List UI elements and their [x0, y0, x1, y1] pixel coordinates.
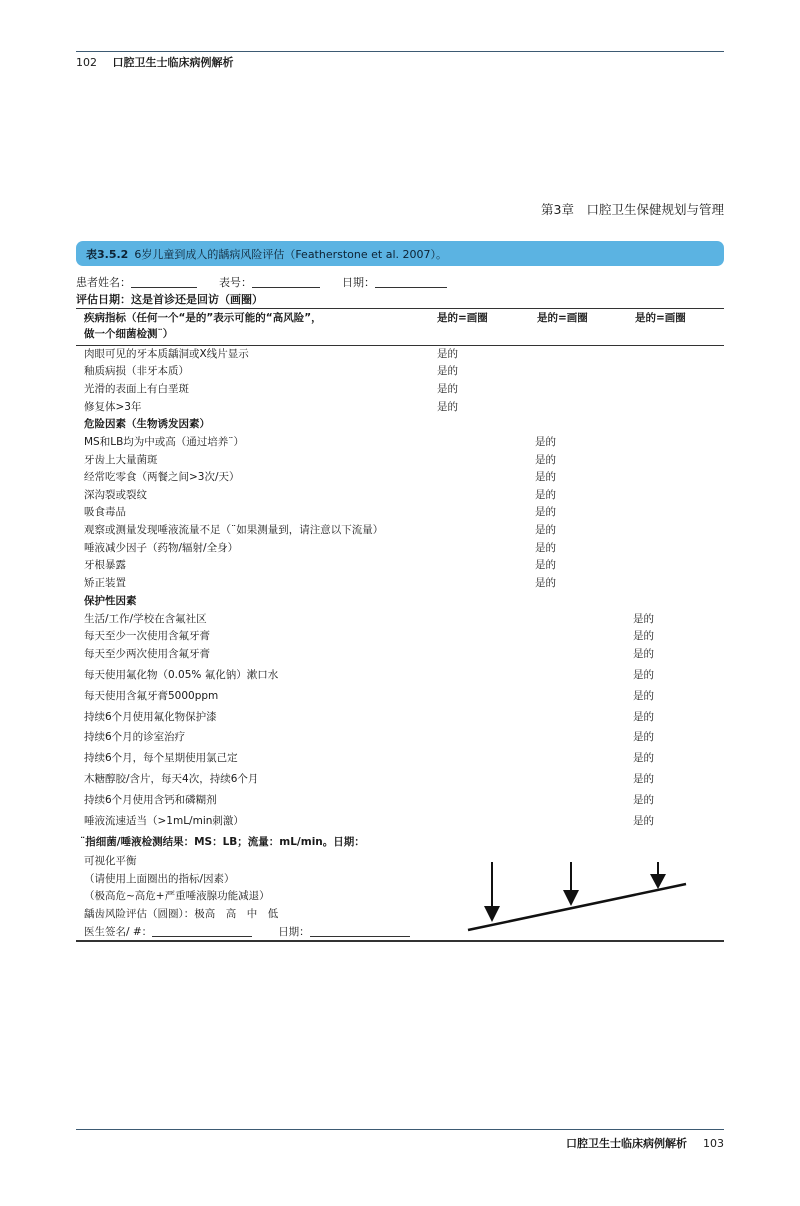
doctor-signature-line	[84, 924, 410, 939]
balance-title: 可视化平衡	[84, 855, 137, 867]
evaluation-date-line: 评估日期：这是首诊还是回访（画圈）	[76, 293, 263, 306]
table-label: 表3.5.2	[86, 248, 129, 261]
patient-name-blank	[131, 275, 197, 288]
footer-rule	[76, 1129, 724, 1130]
disease-item: 修复体>3年	[84, 401, 142, 413]
column-header-line2: 做一个细菌检测¨）	[84, 328, 174, 340]
risk-item: 牙齿上大量菌斑	[84, 454, 158, 466]
protective-item: 每天至少两次使用含氟牙膏	[84, 648, 210, 660]
date-label: 日期：	[342, 276, 375, 289]
page-number-left: 102	[76, 56, 97, 69]
risk-item: MS和LB均为中或高（通过培养¨）	[84, 436, 245, 448]
running-header	[76, 54, 234, 70]
running-book-title: 口腔卫生士临床病例解析	[112, 56, 234, 69]
risk-item: 矫正装置	[84, 577, 126, 589]
disease-item: 肉眼可见的牙本质龋洞或X线片显示	[84, 348, 249, 360]
table-caption-text: 6岁儿童到成人的龋病风险评估（Featherstone et al. 2007）。	[134, 248, 448, 261]
disease-item: 釉质病损（非牙本质）	[84, 365, 189, 377]
yes-mark: 是的	[437, 348, 458, 360]
arrow-right-head	[650, 874, 666, 889]
protective-item: 唾液流速适当（>1mL/min刺激）	[84, 815, 244, 827]
protective-item: 持续6个月使用含钙和磷糊剂	[84, 794, 217, 806]
yes-mark: 是的	[633, 752, 654, 764]
page-number-right: 103	[703, 1137, 724, 1150]
footer-book-title: 口腔卫生士临床病例解析	[566, 1137, 687, 1150]
column-header-disease: 是的=画圈	[437, 312, 488, 324]
risk-assessment-line: 龋齿风险评估（圆圈）：极高 高 中 低	[84, 908, 279, 920]
yes-mark: 是的	[535, 577, 556, 589]
risk-item: 吸食毒品	[84, 506, 126, 518]
header-rule	[76, 51, 724, 52]
table-top-rule	[76, 308, 724, 309]
patient-name-label: 患者姓名：	[76, 276, 131, 289]
arrow-middle-head	[563, 890, 579, 906]
balance-instruction: （请使用上面圈出的指标/因素）	[84, 873, 235, 885]
yes-mark: 是的	[535, 542, 556, 554]
yes-mark: 是的	[535, 506, 556, 518]
signature-date-label: 日期：	[278, 926, 310, 938]
table-header-rule	[76, 345, 724, 346]
yes-mark: 是的	[437, 365, 458, 377]
doctor-signature-label: 医生签名/ #：	[84, 926, 153, 938]
yes-mark: 是的	[535, 559, 556, 571]
risk-section-title: 危险因素（生物诱发因素）	[84, 418, 210, 430]
protective-item: 每天使用含氟牙膏5000ppm	[84, 690, 219, 702]
yes-mark: 是的	[633, 815, 654, 827]
protective-section-title: 保护性因素	[84, 595, 137, 607]
risk-item: 牙根暴露	[84, 559, 126, 571]
protective-item: 生活/工作/学校在含氟社区	[84, 613, 207, 625]
patient-info-line	[76, 274, 447, 290]
yes-mark: 是的	[437, 401, 458, 413]
signature-date-blank	[310, 924, 410, 937]
table-bottom-rule	[76, 940, 724, 942]
yes-mark: 是的	[633, 794, 654, 806]
form-number-label: 表号：	[219, 276, 252, 289]
yes-mark: 是的	[633, 630, 654, 642]
protective-item: 持续6个月，每个星期使用氯己定	[84, 752, 238, 764]
running-footer	[566, 1135, 724, 1151]
arrow-left-head	[484, 906, 500, 922]
yes-mark: 是的	[535, 436, 556, 448]
yes-mark: 是的	[633, 711, 654, 723]
risk-item: 经常吃零食（两餐之间>3次/天）	[84, 471, 240, 483]
yes-mark: 是的	[535, 454, 556, 466]
yes-mark: 是的	[633, 669, 654, 681]
date-blank	[375, 275, 447, 288]
balance-risk-note: （极高危~高危+严重唾液腺功能减退）	[84, 890, 270, 902]
yes-mark: 是的	[633, 773, 654, 785]
yes-mark: 是的	[535, 471, 556, 483]
yes-mark: 是的	[633, 690, 654, 702]
column-header-indicators	[84, 310, 322, 342]
yes-mark: 是的	[633, 731, 654, 743]
risk-item: 唾液减少因子（药物/辐射/全身）	[84, 542, 239, 554]
table-caption	[76, 241, 724, 266]
disease-item: 光滑的表面上有白垩斑	[84, 383, 189, 395]
protective-item: 持续6个月使用氟化物保护漆	[84, 711, 217, 723]
yes-mark: 是的	[437, 383, 458, 395]
doctor-signature-blank	[152, 924, 252, 937]
yes-mark: 是的	[535, 489, 556, 501]
column-header-line1: 疾病指标（任何一个“是的”表示可能的“高风险”，	[84, 312, 322, 324]
protective-item: 每天至少一次使用含氟牙膏	[84, 630, 210, 642]
risk-item: 观察或测量发现唾液流量不足（¨如果测量到，请注意以下流量）	[84, 524, 384, 536]
yes-mark: 是的	[633, 613, 654, 625]
yes-mark: 是的	[535, 524, 556, 536]
yes-mark: 是的	[633, 648, 654, 660]
balance-diagram	[460, 856, 700, 938]
protective-item: 木糖醇胶/含片，每天4次，持续6个月	[84, 773, 259, 785]
protective-item: 持续6个月的诊室治疗	[84, 731, 186, 743]
test-result-note: ¨指细菌/唾液检测结果：MS：LB；流量：mL/min。日期：	[80, 836, 365, 848]
risk-item: 深沟裂或裂纹	[84, 489, 147, 501]
form-number-blank	[252, 275, 320, 288]
column-header-risk: 是的=画圈	[537, 312, 588, 324]
column-header-protective: 是的=画圈	[635, 312, 686, 324]
protective-item: 每天使用氟化物（0.05% 氟化钠）漱口水	[84, 669, 279, 681]
chapter-title: 第3章 口腔卫生保健规划与管理	[541, 202, 724, 217]
